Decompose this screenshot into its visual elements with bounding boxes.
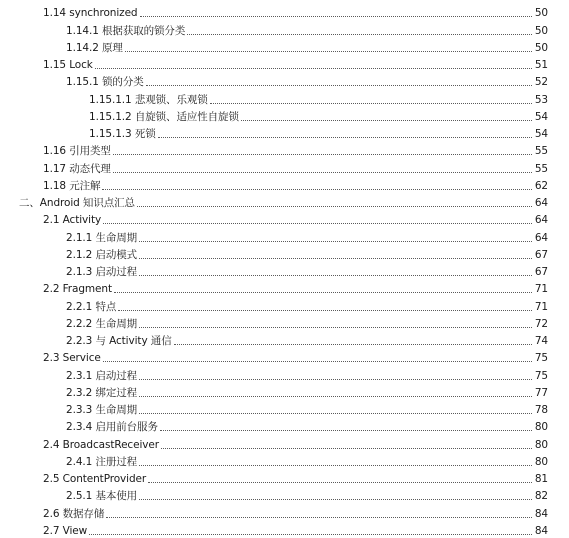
dot-leader bbox=[210, 103, 532, 104]
toc-entry-title[interactable]: 1.17 动态代理 bbox=[43, 162, 111, 175]
toc-entry-page-number[interactable]: 80 bbox=[534, 455, 548, 468]
dot-leader bbox=[118, 310, 532, 311]
dot-leader bbox=[139, 275, 532, 276]
toc-entry-title[interactable]: 1.14 synchronized bbox=[43, 7, 138, 20]
toc-entry[interactable] bbox=[0, 3, 569, 20]
toc-entry-title[interactable]: 二、Android 知识点汇总 bbox=[19, 197, 135, 209]
toc-entry-title[interactable]: 2.4.1 注册过程 bbox=[66, 455, 138, 468]
dot-leader bbox=[160, 430, 532, 431]
dot-leader bbox=[113, 172, 532, 173]
dot-leader bbox=[161, 448, 532, 449]
toc-entry-page-number[interactable]: 84 bbox=[534, 507, 548, 520]
toc-entry-title[interactable]: 2.2.3 与 Activity 通信 bbox=[66, 335, 172, 347]
toc-entry-page-number[interactable]: 64 bbox=[534, 231, 548, 244]
toc-entry-title[interactable]: 1.15.1 锁的分类 bbox=[66, 76, 144, 89]
dot-leader bbox=[113, 154, 532, 155]
toc-entry-title[interactable]: 2.3.1 启动过程 bbox=[66, 369, 138, 382]
toc-entry-title[interactable]: 1.15.1.1 悲观锁、乐观锁 bbox=[89, 93, 208, 106]
toc-entry[interactable] bbox=[0, 38, 569, 55]
toc-entry-title[interactable]: 1.16 引用类型 bbox=[43, 145, 111, 158]
dot-leader bbox=[103, 223, 532, 224]
toc-entry[interactable] bbox=[0, 20, 569, 37]
toc-entry-page-number[interactable]: 72 bbox=[534, 317, 548, 330]
toc-entry[interactable] bbox=[0, 314, 569, 331]
toc-entry-page-number[interactable]: 75 bbox=[534, 369, 548, 382]
toc-entry-page-number[interactable]: 81 bbox=[534, 473, 548, 485]
dot-leader bbox=[95, 68, 532, 69]
toc-entry[interactable] bbox=[0, 365, 569, 382]
toc-entry-page-number[interactable]: 55 bbox=[534, 162, 548, 175]
toc-entry-title[interactable]: 2.1.3 启动过程 bbox=[66, 266, 138, 278]
toc-entry-title[interactable]: 2.3.4 启用前台服务 bbox=[66, 421, 158, 434]
toc-entry[interactable] bbox=[0, 245, 569, 262]
dot-leader bbox=[139, 396, 532, 397]
toc-entry-page-number[interactable]: 77 bbox=[534, 386, 548, 399]
toc-entry[interactable] bbox=[0, 469, 569, 486]
dot-leader bbox=[139, 258, 532, 259]
toc-entry-title[interactable]: 2.1 Activity bbox=[43, 214, 102, 227]
dot-leader bbox=[139, 379, 532, 380]
toc-entry[interactable] bbox=[0, 210, 569, 227]
toc-entry[interactable] bbox=[0, 383, 569, 400]
toc-entry[interactable] bbox=[0, 486, 569, 503]
toc-entry-title[interactable]: 2.5 ContentProvider bbox=[43, 473, 147, 485]
toc-entry-title[interactable]: 1.18 元注解 bbox=[43, 179, 101, 192]
toc-entry[interactable] bbox=[0, 434, 569, 451]
toc-entry[interactable] bbox=[0, 141, 569, 158]
toc-entry-title[interactable]: 2.3.3 生命周期 bbox=[66, 404, 138, 416]
toc-entry-title[interactable]: 2.2.2 生命周期 bbox=[66, 317, 138, 330]
dot-leader bbox=[106, 517, 532, 518]
toc-entry-title[interactable]: 1.14.2 原理 bbox=[66, 41, 123, 54]
dot-leader bbox=[114, 292, 532, 293]
toc-entry-title[interactable]: 2.1.2 启动模式 bbox=[66, 248, 138, 261]
toc-entry-page-number[interactable]: 82 bbox=[534, 490, 548, 503]
toc-entry-title[interactable]: 1.15.1.2 自旋锁、适应性自旋锁 bbox=[89, 110, 239, 123]
toc-entry[interactable] bbox=[0, 279, 569, 296]
dot-leader bbox=[103, 361, 532, 362]
toc-entry[interactable] bbox=[0, 72, 569, 89]
toc-entry-page-number[interactable]: 64 bbox=[534, 197, 548, 209]
toc-entry[interactable] bbox=[0, 89, 569, 106]
dot-leader bbox=[148, 482, 532, 483]
toc-entry-page-number[interactable]: 74 bbox=[534, 335, 548, 347]
toc-entry-page-number[interactable]: 53 bbox=[534, 93, 548, 106]
toc-entry[interactable] bbox=[0, 521, 569, 538]
dot-leader bbox=[125, 51, 532, 52]
toc-entry[interactable] bbox=[0, 296, 569, 313]
toc-entry-page-number[interactable]: 67 bbox=[534, 248, 548, 261]
toc-entry[interactable] bbox=[0, 262, 569, 279]
toc-entry[interactable] bbox=[0, 348, 569, 365]
toc-entry[interactable] bbox=[0, 55, 569, 72]
toc-entry-page-number[interactable]: 75 bbox=[534, 352, 548, 365]
dot-leader bbox=[158, 137, 532, 138]
dot-leader bbox=[102, 189, 532, 190]
toc-entry-page-number[interactable]: 64 bbox=[534, 214, 548, 227]
toc-entry[interactable] bbox=[0, 158, 569, 175]
toc-entry-page-number[interactable]: 62 bbox=[534, 179, 548, 192]
toc-entry-title[interactable]: 1.15.1.3 死锁 bbox=[89, 128, 156, 140]
dot-leader bbox=[174, 344, 532, 345]
dot-leader bbox=[140, 16, 532, 17]
toc-entry-page-number[interactable]: 80 bbox=[534, 421, 548, 434]
toc-entry-page-number[interactable]: 80 bbox=[534, 438, 548, 451]
toc-entry[interactable] bbox=[0, 400, 569, 417]
toc-entry-title[interactable]: 2.3.2 绑定过程 bbox=[66, 386, 138, 399]
table-of-contents bbox=[0, 3, 569, 538]
dot-leader bbox=[139, 465, 532, 466]
toc-entry-title[interactable]: 2.3 Service bbox=[43, 352, 101, 365]
toc-entry-page-number[interactable]: 50 bbox=[534, 24, 548, 37]
toc-entry-page-number[interactable]: 50 bbox=[534, 41, 548, 54]
dot-leader bbox=[241, 120, 532, 121]
toc-entry-page-number[interactable]: 71 bbox=[534, 300, 548, 313]
toc-entry[interactable] bbox=[0, 193, 569, 210]
dot-leader bbox=[139, 413, 532, 414]
toc-entry[interactable] bbox=[0, 331, 569, 348]
toc-entry[interactable] bbox=[0, 107, 569, 124]
toc-entry-title[interactable]: 2.7 View bbox=[43, 524, 88, 537]
dot-leader bbox=[139, 241, 532, 242]
dot-leader bbox=[89, 534, 532, 535]
toc-entry[interactable] bbox=[0, 176, 569, 193]
toc-entry-page-number[interactable]: 54 bbox=[534, 110, 548, 123]
toc-entry-title[interactable]: 2.4 BroadcastReceiver bbox=[43, 438, 159, 451]
toc-entry-title[interactable]: 2.2 Fragment bbox=[43, 283, 112, 296]
toc-entry-title[interactable]: 1.14.1 根据获取的锁分类 bbox=[66, 24, 186, 37]
dot-leader bbox=[137, 206, 532, 207]
toc-entry-title[interactable]: 2.6 数据存储 bbox=[43, 507, 105, 520]
toc-entry-page-number[interactable]: 50 bbox=[534, 7, 548, 20]
toc-entry[interactable] bbox=[0, 227, 569, 244]
toc-entry-page-number[interactable]: 54 bbox=[534, 128, 548, 140]
toc-entry[interactable] bbox=[0, 503, 569, 520]
toc-entry-page-number[interactable]: 71 bbox=[534, 283, 548, 296]
toc-entry-title[interactable]: 2.1.1 生命周期 bbox=[66, 231, 138, 244]
toc-entry-page-number[interactable]: 78 bbox=[534, 404, 548, 416]
toc-entry-title[interactable]: 1.15 Lock bbox=[43, 59, 93, 71]
dot-leader bbox=[139, 499, 532, 500]
dot-leader bbox=[187, 34, 532, 35]
dot-leader bbox=[146, 85, 532, 86]
toc-entry[interactable] bbox=[0, 452, 569, 469]
toc-entry-page-number[interactable]: 51 bbox=[534, 59, 548, 71]
toc-entry-page-number[interactable]: 67 bbox=[534, 266, 548, 278]
toc-entry[interactable] bbox=[0, 417, 569, 434]
toc-entry-page-number[interactable]: 52 bbox=[534, 76, 548, 89]
toc-entry-page-number[interactable]: 55 bbox=[534, 145, 548, 158]
toc-entry-page-number[interactable]: 84 bbox=[534, 524, 548, 537]
dot-leader bbox=[139, 327, 532, 328]
toc-entry[interactable] bbox=[0, 124, 569, 141]
toc-entry-title[interactable]: 2.5.1 基本使用 bbox=[66, 490, 138, 503]
toc-entry-title[interactable]: 2.2.1 特点 bbox=[66, 300, 117, 313]
